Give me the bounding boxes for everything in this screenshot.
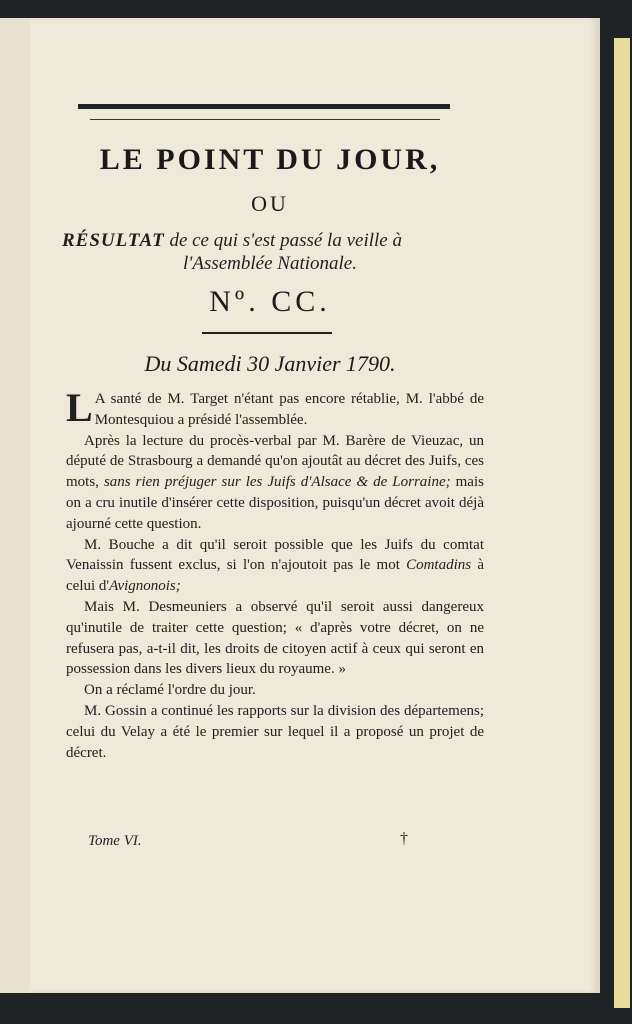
paragraph-3 <box>66 535 484 597</box>
paragraph-1-text: A santé de M. Target n'étant pas encore rétablie, M. l'abbé de Montesquiou a présidé l'assemblée. <box>94 391 484 428</box>
article-body <box>66 385 484 763</box>
subtitle-keyword: RÉSULTAT <box>62 230 165 251</box>
paragraph-2-text-a: Après la lecture du procès-verbal par M. Barère de Vieuzac, un député de Strasbourg a demandé qu'on ajoutât au décret des Juifs, ces mots, <box>66 432 484 491</box>
page-edge <box>614 38 630 1008</box>
paragraph-3-italic-1: Comtadins <box>406 557 472 574</box>
paragraph-3-text-a: M. Bouche a dit qu'il seroit possible que les Juifs du comtat Venaissin fussent exclus, si l'on n'ajoutoit pas le mot <box>66 536 484 574</box>
volume-label: Tome VI. <box>88 833 142 849</box>
top-rule-thin <box>90 119 440 120</box>
paragraph-3-text-b: à celui d' <box>66 557 484 595</box>
paragraph-6: M. Gossin a continué les rapports sur la division des départemens; celui du Velay a été le premier sur lequel il a proposé un projet de décret. <box>66 702 484 761</box>
paragraph-3-italic-2: Avignonois; <box>109 578 181 595</box>
title-conjunction: OU <box>251 191 289 216</box>
middle-rule <box>202 332 332 334</box>
paragraph-2 <box>66 431 484 535</box>
issue-date: Du Samedi 30 Janvier 1790. <box>144 351 396 376</box>
paragraph-2-text-b: mais on a cru inutile d'insérer cette disposition, puisqu'un décret avoit déjà ajourné cette question. <box>66 474 484 532</box>
book-page <box>30 18 600 993</box>
paragraph-5: On a réclamé l'ordre du jour. <box>84 682 256 699</box>
paragraph-1 <box>66 385 484 431</box>
issue-number: Nº. CC. <box>209 285 331 318</box>
signature-mark: † <box>400 830 408 847</box>
paragraph-2-italic: sans rien préjuger sur les Juifs d'Alsace & de Lorraine; <box>103 474 451 491</box>
drop-cap: L <box>66 385 93 430</box>
paragraph-4: Mais M. Desmeuniers a observé qu'il seroit aussi dangereux qu'inutile de traiter cette question; « d'après votre décret, on ne refusera pas, a-t-il dit, les droits de citoyen actif à ceux qui seront en possession dans les divers lieux du royaume. » <box>66 598 484 678</box>
subtitle-line1 <box>62 228 492 253</box>
page-title: LE POINT DU JOUR, <box>99 143 441 176</box>
subtitle-text: de ce qui s'est passé la veille à <box>164 230 402 251</box>
subtitle-line2: l'Assemblée Nationale. <box>183 253 357 274</box>
top-rule <box>78 104 450 109</box>
